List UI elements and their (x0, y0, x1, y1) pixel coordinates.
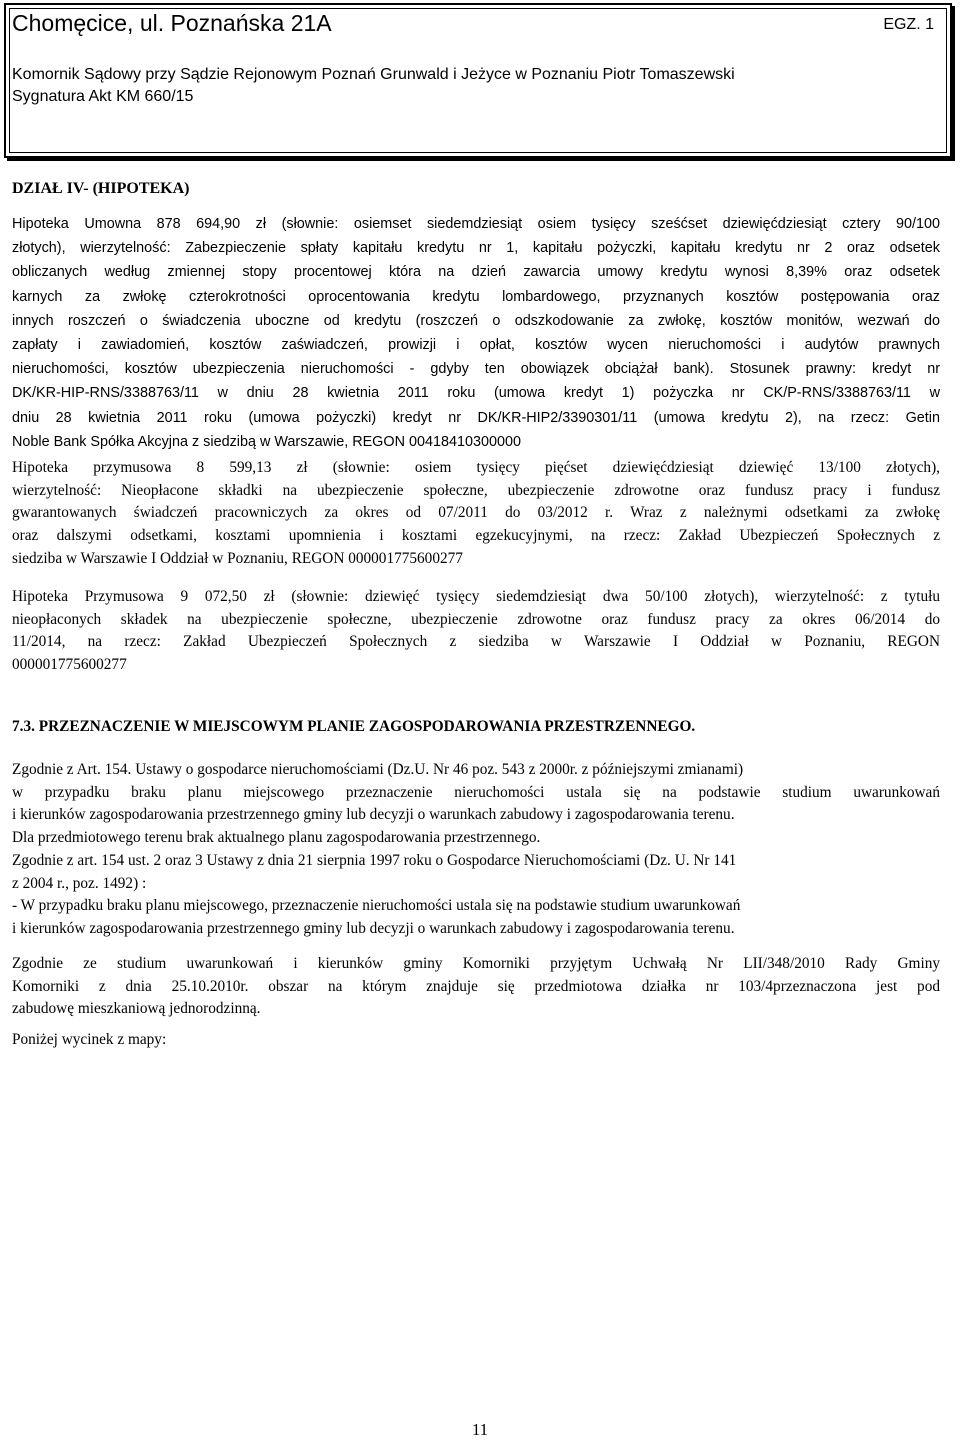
text-line: Zgodnie ze studium uwarunkowań i kierunków gminy Komorniki przyjętym Uchwałą Nr LII/348/2010 Rady Gminy (12, 955, 940, 972)
text-line: 000001775600277 (12, 656, 127, 674)
text-line: oraz dalszymi odsetkami, kosztami upomnienia i kosztami egzekucyjnymi, na rzecz: Zakład Ubezpieczeń Społecznych z (12, 527, 940, 545)
text-line: nieruchomości, kosztów ubezpieczenia nieruchomości - gdyby ten obowiązek obciążał bank). Stosunek prawny: kredyt nr (12, 361, 940, 378)
zoning-section-heading: 7.3. PRZEZNACZENIE W MIEJSCOWYM PLANIE ZAGOSPODAROWANIA PRZESTRZENNEGO. (12, 718, 696, 735)
text-line: i kierunków zagospodarowania przestrzennego gminy lub decyzji o warunkach zabudowy i zagospodarowania terenu. (12, 919, 735, 937)
text-line: Hipoteka Przymusowa 9 072,50 zł (słownie: dziewięć tysięcy siedemdziesiąt dwa 50/100 złotych), wierzytelność: z tytułu (12, 588, 940, 605)
text-line: nieopłaconych składek na ubezpieczenie społeczne, ubezpieczenie zdrowotne oraz fundusz pracy za okres 06/2014 do (12, 610, 940, 628)
text-line: - W przypadku braku planu miejscowego, przeznaczenie nieruchomości ustala się na podstawie studium uwarunkowań (12, 897, 741, 915)
text-line: 11/2014, na rzecz: Zakład Ubezpieczeń Społecznych z siedziba w Warszawie I Oddział w Poznaniu, REGON (12, 633, 940, 651)
page-number: 11 (471, 1420, 489, 1439)
text-line: karnych za zwłokę czterokrotności oprocentowania kredytu lombardowego, przyznanych kosztów postępowania oraz (12, 288, 940, 305)
mortgage-1-paragraph (12, 212, 940, 454)
text-line: Zgodnie z art. 154 ust. 2 oraz 3 Ustawy z dnia 21 sierpnia 1997 roku o Gospodarce Nieruchomościami (Dz. U. Nr 141 (12, 851, 737, 869)
text-line: dniu 28 kwietnia 2011 roku (umowa pożyczki) kredyt nr DK/KR-HIP2/3390301/11 (umowa kredytu 2), na rzecz: Getin (12, 409, 940, 426)
text-line: DK/KR-HIP-RNS/3388763/11 w dniu 28 kwietnia 2011 roku (umowa kredyt 1) pożyczka nr CK/P-RNS/3388763/11 w (12, 385, 940, 402)
text-line: z 2004 r., poz. 1492) : (12, 874, 147, 892)
mortgage-2-paragraph (12, 457, 940, 571)
text-line: Noble Bank Spółka Akcyjna z siedzibą w Warszawie, REGON 00418410300000 (12, 433, 522, 450)
text-line: złotych), wierzytelność: Zabezpieczenie spłaty kapitału kredytu nr 1, kapitału pożyczki, kapitału kredytu nr 2 oraz odsetek (12, 240, 940, 257)
text-line: gwarantowanych świadczeń pracowniczych za okres od 07/2011 do 03/2012 r. Wraz z należnymi odsetkami za zwłokę (12, 504, 940, 522)
text-line: Hipoteka przymusowa 8 599,13 zł (słownie: osiem tysięcy pięćset dziewięćdziesiąt dziewięć 13/100 złotych), (12, 459, 940, 476)
text-line: Komorniki z dnia 25.10.2010r. obszar na którym znajduje się przedmiotowa działka nr 103/4przeznaczona jest pod (12, 977, 940, 995)
zoning-paragraph-1 (12, 759, 940, 941)
copy-label: EGZ. 1 (883, 16, 934, 33)
zoning-paragraph-2 (12, 953, 940, 1021)
text-line: i kierunków zagospodarowania przestrzennego gminy lub decyzji o warunkach zabudowy i zagospodarowania terenu. (12, 806, 735, 824)
mortgage-3-paragraph (12, 586, 940, 677)
text-line: Dla przedmiotowego terenu brak aktualnego planu zagospodarowania przestrzennego. (12, 829, 541, 847)
text-line: wierzytelność: Nieopłacone składki na ubezpieczenie społeczne, ubezpieczenie zdrowotne oraz fundusz pracy i fundusz (12, 481, 940, 499)
text-line: siedziba w Warszawie I Oddział w Poznaniu, REGON 000001775600277 (12, 549, 463, 567)
bailiff-line: Komornik Sądowy przy Sądzie Rejonowym Poznań Grunwald i Jeżyce w Poznaniu Piotr Tomaszewski (12, 66, 735, 83)
text-line: zabudowę mieszkaniową jednorodzinną. (12, 1000, 261, 1018)
text-line: w przypadku braku planu miejscowego przeznaczenie nieruchomości ustala się na podstawie studium uwarunkowań (12, 783, 940, 801)
text-line: Hipoteka Umowna 878 694,90 zł (słownie: osiemset siedemdziesiąt osiem tysięcy sześćset dziewięćdziesiąt cztery 90/100 (12, 216, 940, 232)
case-number: Sygnatura Akt KM 660/15 (12, 88, 194, 105)
text-line: obliczanych według zmiennej stopy procentowej która na dzień zawarcia umowy kredytu wynosi 8,39% oraz odsetek (12, 264, 940, 281)
text-line: zapłaty i zawiadomień, kosztów zaświadczeń, prowizji i opłat, kosztów wycen nieruchomości i audytów prawnych (12, 337, 940, 354)
text-line: innych roszczeń o świadczenia uboczne od kredytu (roszczeń o odszkodowanie za zwłokę, kosztów monitów, wezwań do (12, 312, 940, 329)
property-address-title: Chomęcice, ul. Poznańska 21A (12, 10, 332, 36)
map-intro: Poniżej wycinek z mapy: (12, 1031, 167, 1048)
text-line: Zgodnie z Art. 154. Ustawy o gospodarce nieruchomościami (Dz.U. Nr 46 poz. 543 z 2000r. z późniejszymi zmianami) (12, 761, 744, 778)
section-title: DZIAŁ IV- (HIPOTEKA) (12, 180, 190, 197)
